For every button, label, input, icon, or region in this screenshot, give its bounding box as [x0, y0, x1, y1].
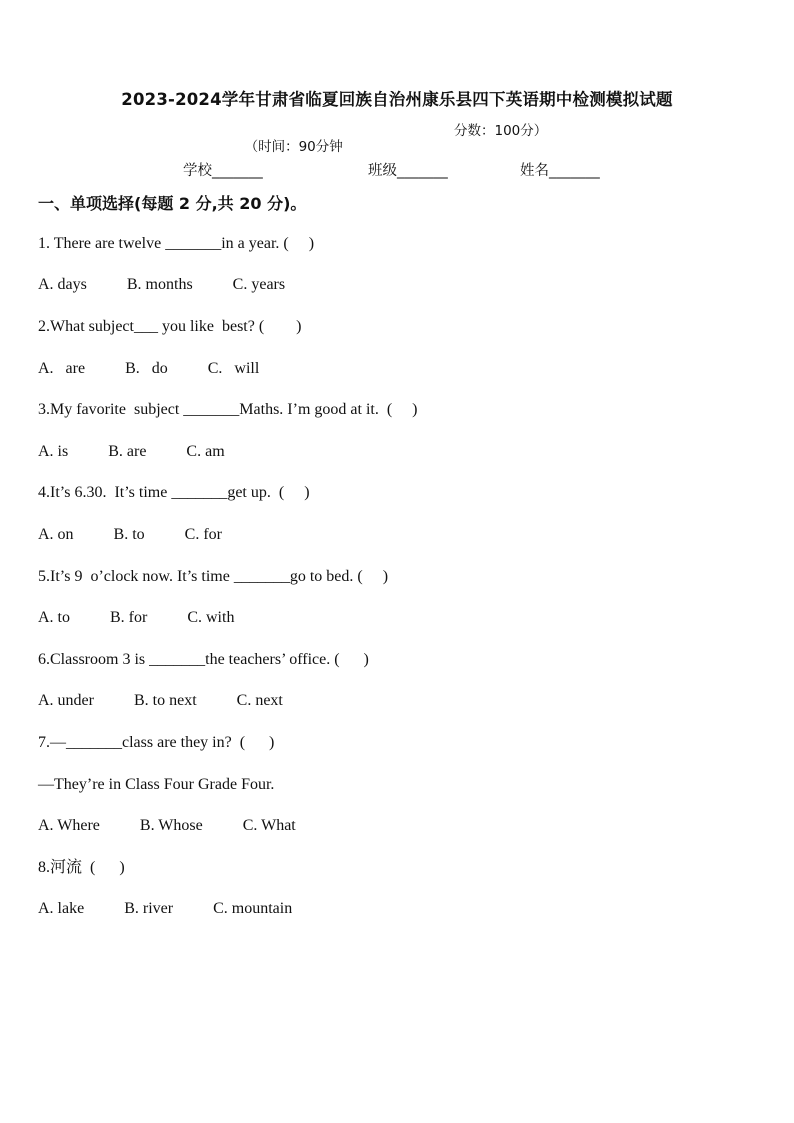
- question-8-stem: 8.河流 ( ): [38, 859, 125, 876]
- question-5-options: A. to B. for C. with: [38, 609, 235, 626]
- question-5-stem: 5.It’s 9 o’clock now. It’s time _______go to bed. ( ): [38, 568, 389, 585]
- question-1-stem: 1. There are twelve _______in a year. ( ): [38, 235, 315, 252]
- question-2-options: A. are B. do C. will: [38, 360, 260, 377]
- question-8-options: A. lake B. river C. mountain: [38, 900, 293, 917]
- page-title: 2023-2024学年甘肃省临夏回族自治州康乐县四下英语期中检测模拟试题: [121, 90, 673, 109]
- section-heading: 一、单项选择(每题 2 分,共 20 分)。: [38, 194, 307, 213]
- school-field: 学校_______: [183, 163, 263, 179]
- class-field: 班级_______: [368, 163, 448, 179]
- total-score: 分数：100分）: [454, 123, 548, 139]
- question-2-stem: 2.What subject___ you like best? ( ): [38, 318, 302, 335]
- question-7-stem: 7.—_______class are they in? ( ): [38, 734, 275, 751]
- question-6-stem: 6.Classroom 3 is _______the teachers’ office. ( ): [38, 651, 369, 668]
- question-1-options: A. days B. months C. years: [38, 276, 286, 293]
- question-3-stem: 3.My favorite subject _______Maths. I’m good at it. ( ): [38, 401, 418, 418]
- question-7-options: A. Where B. Whose C. What: [38, 817, 296, 834]
- name-field: 姓名_______: [520, 163, 600, 179]
- question-6-options: A. under B. to next C. next: [38, 692, 283, 709]
- question-4-stem: 4.It’s 6.30. It’s time _______get up. ( ): [38, 484, 310, 501]
- question-4-options: A. on B. to C. for: [38, 526, 222, 543]
- question-7-reply: —They’re in Class Four Grade Four.: [38, 776, 275, 793]
- time-limit: （时间：90分钟: [244, 139, 343, 155]
- question-3-options: A. is B. are C. am: [38, 443, 225, 460]
